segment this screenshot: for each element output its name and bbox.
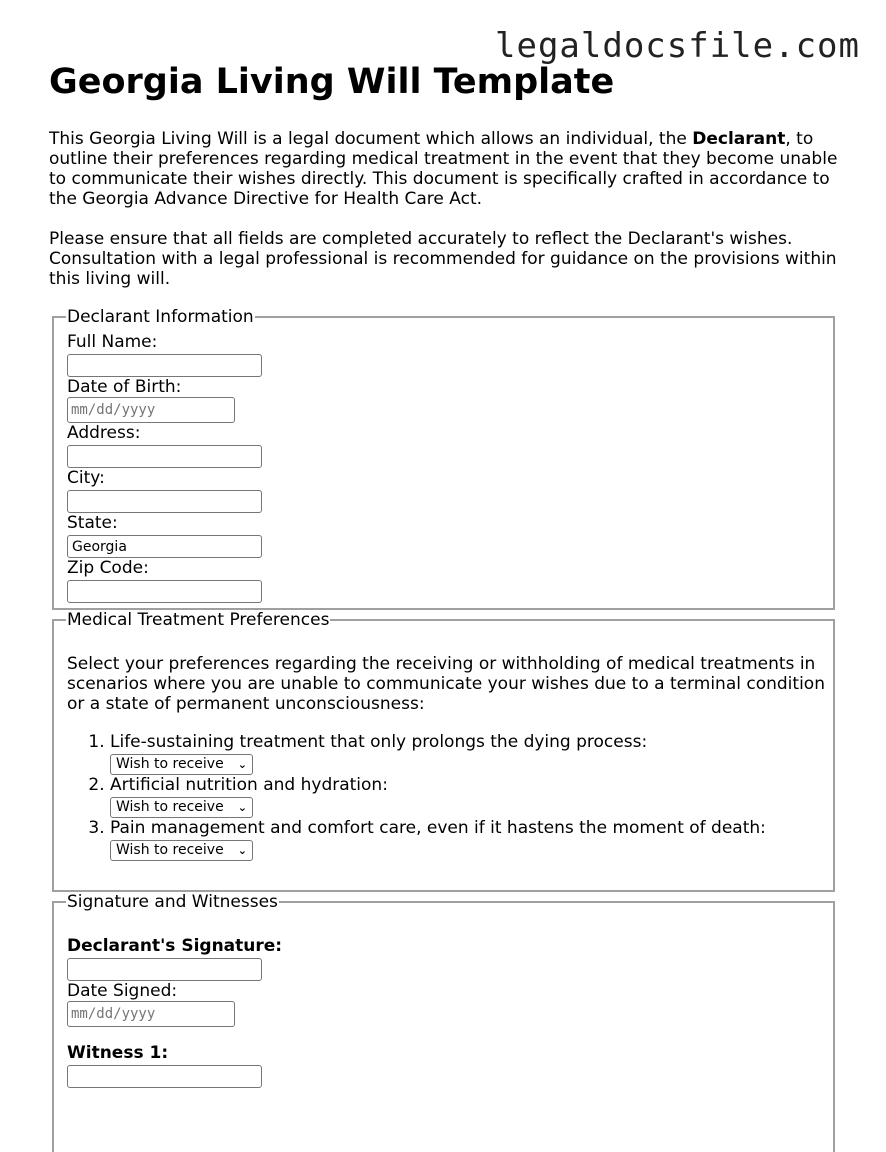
medical-treatment-legend: Medical Treatment Preferences <box>67 610 330 630</box>
treatment-select-value: Wish to receive <box>116 799 224 815</box>
treatment-item <box>110 732 833 775</box>
city-input[interactable] <box>67 490 262 513</box>
page-title: Georgia Living Will Template <box>49 62 615 102</box>
watermark: legaldocsfile.com <box>495 26 860 66</box>
signature-witnesses-section <box>52 892 835 1152</box>
declarant-information-legend: Declarant Information <box>67 307 254 327</box>
date-of-birth-input[interactable] <box>67 397 235 423</box>
date-signed-input[interactable] <box>67 1001 235 1027</box>
intro-bold-declarant: Declarant <box>692 129 786 149</box>
treatment-select-value: Wish to receive <box>116 756 224 772</box>
full-name-input[interactable] <box>67 354 262 377</box>
declarant-information-section <box>52 307 835 610</box>
treatment-label: Artificial nutrition and hydration: <box>110 775 388 795</box>
intro-paragraph-2: Please ensure that all fields are completed accurately to reflect the Declarant's wishes. Consultation with a legal professional is recommended for guidance on the provisions within this living will. <box>49 229 837 289</box>
chevron-down-icon: ⌄ <box>237 844 247 857</box>
intro-paragraph-1 <box>49 129 849 209</box>
treatment-list <box>67 732 833 861</box>
treatment-select[interactable] <box>110 840 253 861</box>
full-name-label: Full Name: <box>67 332 158 352</box>
medical-description: Select your preferences regarding the receiving or withholding of medical treatments in scenarios where you are unable to communicate your wishes due to a terminal condition or a state of permanent unconsciousness: <box>67 654 825 714</box>
city-label: City: <box>67 468 105 488</box>
date-of-birth-label: Date of Birth: <box>67 377 182 397</box>
chevron-down-icon: ⌄ <box>237 758 247 771</box>
intro-text-end: , to outline their preferences regarding medical treatment in the event that they become unable to communicate their wishes directly. This document is specifically crafted in accordance to the Georgia Advance Directive for Health Care Act. <box>49 129 838 209</box>
date-signed-label: Date Signed: <box>67 981 178 1001</box>
treatment-item <box>110 775 833 818</box>
treatment-select-value: Wish to receive <box>116 842 224 858</box>
treatment-select[interactable] <box>110 754 253 775</box>
treatment-item <box>110 818 833 861</box>
state-label: State: <box>67 513 118 533</box>
treatment-select[interactable] <box>110 797 253 818</box>
zip-code-input[interactable] <box>67 580 262 603</box>
address-label: Address: <box>67 423 141 443</box>
treatment-label: Pain management and comfort care, even if it hastens the moment of death: <box>110 818 766 838</box>
address-input[interactable] <box>67 445 262 468</box>
witness-1-input[interactable] <box>67 1065 262 1088</box>
declarant-signature-label: Declarant's Signature: <box>67 936 283 956</box>
signature-witnesses-legend: Signature and Witnesses <box>67 892 278 912</box>
declarant-signature-input[interactable] <box>67 958 262 981</box>
state-input[interactable] <box>67 535 262 558</box>
chevron-down-icon: ⌄ <box>237 801 247 814</box>
zip-code-label: Zip Code: <box>67 558 149 578</box>
intro-text-start: This Georgia Living Will is a legal document which allows an individual, the <box>49 129 693 149</box>
treatment-label: Life-sustaining treatment that only prolongs the dying process: <box>110 732 648 752</box>
medical-treatment-section <box>52 610 835 892</box>
witness-1-label: Witness 1: <box>67 1043 169 1063</box>
